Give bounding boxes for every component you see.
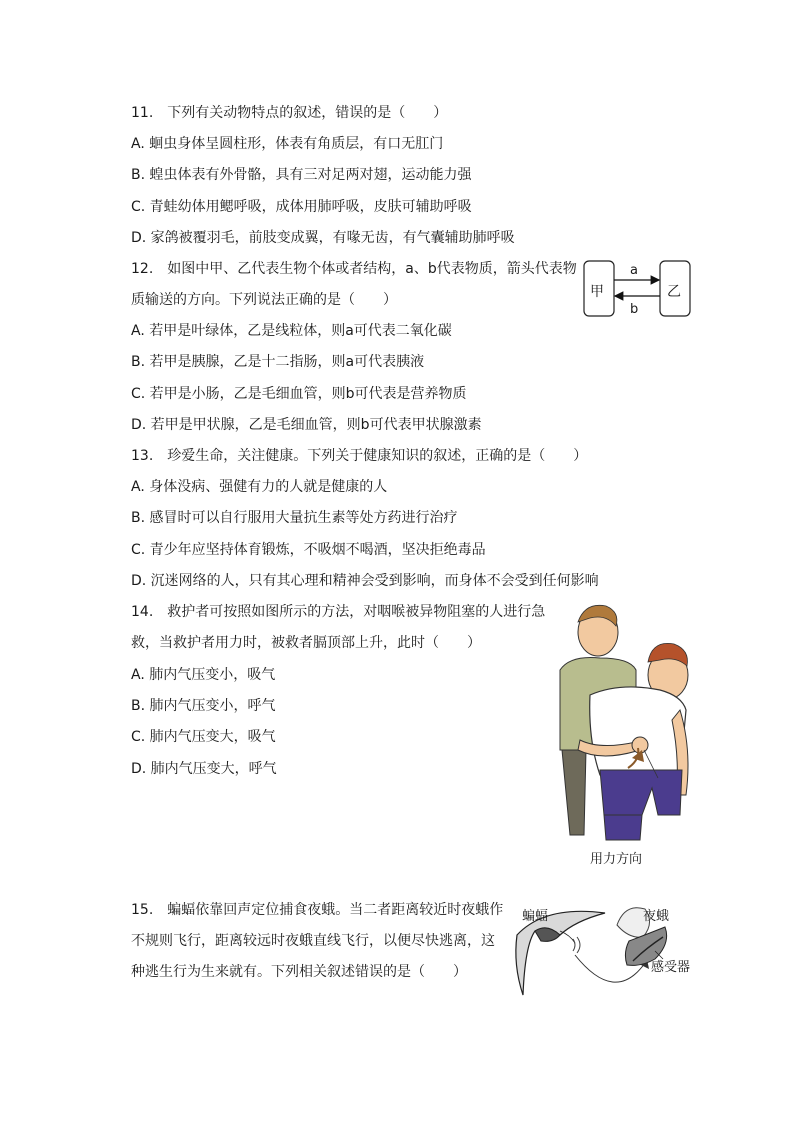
q13-option-a[interactable]: A. 身体没病、强健有力的人就是健康的人	[131, 479, 388, 495]
q13-option-b[interactable]: B. 感冒时可以自行服用大量抗生素等处方药进行治疗	[131, 510, 458, 526]
q15-receptor-label: 感受器	[651, 960, 691, 975]
q12-option-c[interactable]: C. 若甲是小肠，乙是毛细血管，则b可代表是营养物质	[131, 386, 467, 402]
q12-option-d[interactable]: D. 若甲是甲状腺，乙是毛细血管，则b可代表甲状腺激素	[131, 417, 482, 433]
q11-option-c[interactable]: C. 青蛙幼体用鳃呼吸，成体用肺呼吸，皮肤可辅助呼吸	[131, 199, 472, 215]
q11-option-d[interactable]: D. 家鸽被覆羽毛，前肢变成翼，有喙无齿，有气囊辅助肺呼吸	[131, 230, 515, 246]
q15-bat-label: 蝙蝠	[522, 909, 549, 924]
q14-stem-line2: 救，当救护者用力时，被救者膈顶部上升，此时（ ）	[131, 635, 481, 651]
q12-option-a[interactable]: A. 若甲是叶绿体，乙是线粒体，则a可代表二氧化碳	[131, 323, 452, 339]
q14-option-b[interactable]: B. 肺内气压变小，呼气	[131, 698, 276, 714]
q15-moth-label: 夜蛾	[643, 909, 670, 924]
q12-box-jia-label: 甲	[590, 284, 604, 300]
q12-option-b[interactable]: B. 若甲是胰腺，乙是十二指肠，则a可代表胰液	[131, 354, 425, 370]
q14-option-a[interactable]: A. 肺内气压变小，吸气	[131, 667, 276, 683]
q15-line3: 种逃生行为生来就有。下列相关叙述错误的是（ ）	[131, 964, 467, 980]
q11-option-b[interactable]: B. 蝗虫体表有外骨骼，具有三对足两对翅，运动能力强	[131, 167, 472, 183]
q14-figure-caption: 用力方向	[590, 852, 643, 867]
q12-stem-line2: 质输送的方向。下列说法正确的是（ ）	[131, 292, 397, 308]
q14-stem-line1: 14. 救护者可按照如图所示的方法，对咽喉被异物阻塞的人进行急	[131, 604, 546, 620]
q12-arrow-b-label: b	[630, 302, 639, 317]
q12-box-yi-label: 乙	[667, 284, 681, 300]
q14-option-c[interactable]: C. 肺内气压变大，吸气	[131, 729, 276, 745]
q11-stem: 11. 下列有关动物特点的叙述，错误的是（ ）	[131, 105, 448, 121]
q15-line2: 不规则飞行，距离较远时夜蛾直线飞行，以便尽快逃离，这	[131, 933, 495, 949]
q12-stem-line1: 12. 如图中甲、乙代表生物个体或者结构，a、b代表物质，箭头代表物	[131, 261, 577, 277]
q15-line1: 15. 蝙蝠依靠回声定位捕食夜蛾。当二者距离较近时夜蛾作	[131, 902, 504, 918]
q13-option-c[interactable]: C. 青少年应坚持体育锻炼，不吸烟不喝酒，坚决拒绝毒品	[131, 542, 486, 558]
q12-arrow-a-label: a	[630, 263, 638, 278]
q11-option-a[interactable]: A. 蛔虫身体呈圆柱形，体表有角质层，有口无肛门	[131, 136, 444, 152]
heimlich-illustration	[540, 600, 700, 842]
q13-stem: 13. 珍爱生命，关注健康。下列关于健康知识的叙述，正确的是（ ）	[131, 448, 588, 464]
q14-option-d[interactable]: D. 肺内气压变大，呼气	[131, 761, 277, 777]
q13-option-d[interactable]: D. 沉迷网络的人，只有其心理和精神会受到影响，而身体不会受到任何影响	[131, 573, 599, 589]
